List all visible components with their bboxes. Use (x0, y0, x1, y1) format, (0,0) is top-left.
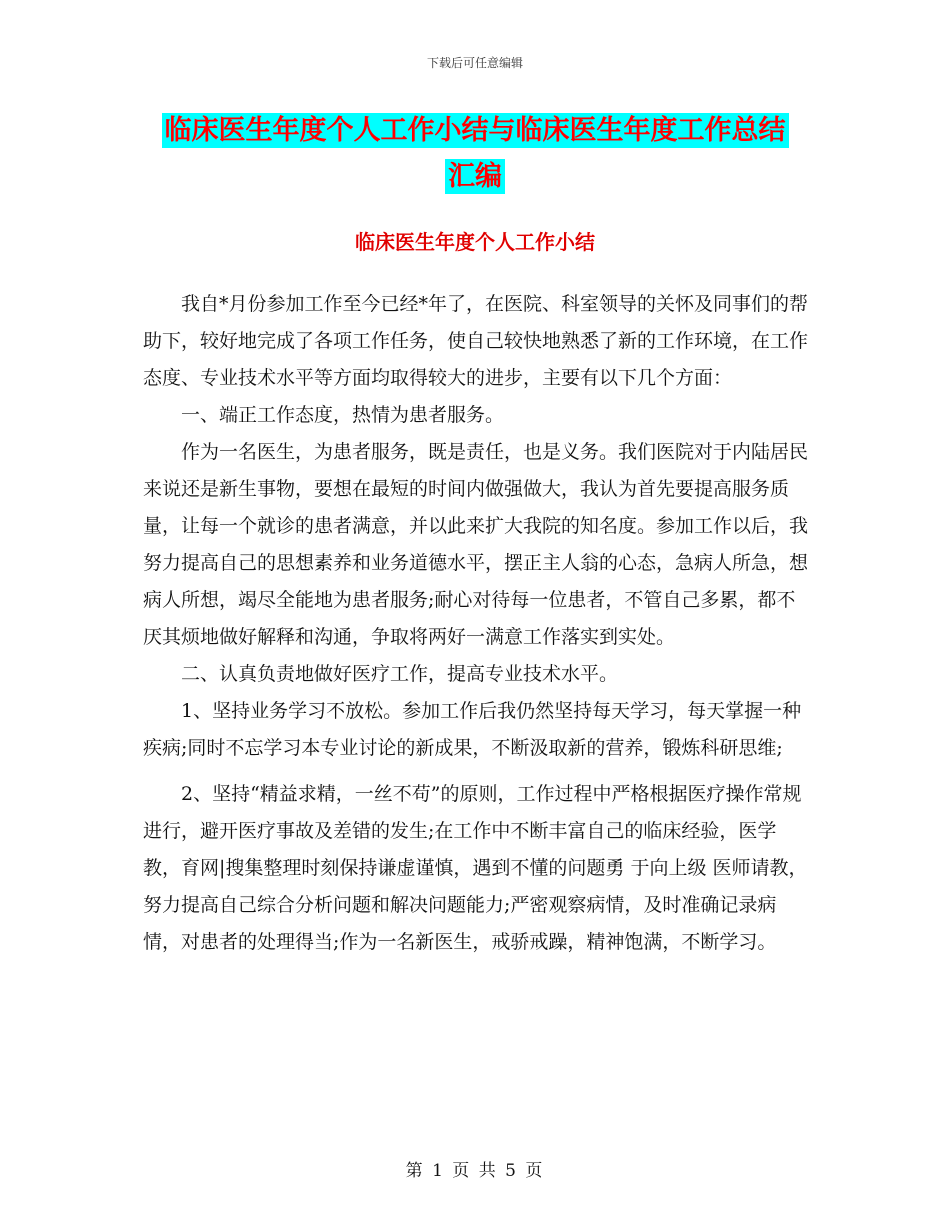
paragraph: 一、端正工作态度，热情为患者服务。 (181, 404, 505, 426)
paragraph: 作为一名医生，为患者服务，既是责任，也是义务。我们医院对于内陆居民来说还是新生事物，要想在最短的时间内做强做大，我认为首先要提高服务质量，让每一个就诊的患者满意，并以此来扩大我院的知名度。参加工作以后，我努力提高自己的思想素养和业务道德水平，摆正主人翁的心态，急病人所急，想病人所想，竭尽全能地为患者服务;耐心对待每一位患者，不管自己多累，都不厌其烦地做好解释和沟通，争取将两好一满意工作落实到实处。 (143, 441, 809, 648)
title-line-1: 临床医生年度个人工作小结与临床医生年度工作总结 (162, 113, 789, 148)
title-line-2: 汇编 (445, 159, 505, 194)
section-heading: 临床医生年度个人工作小结 (355, 230, 595, 254)
header-note: 下载后可任意编辑 (426, 56, 523, 70)
paragraph: 我自*月份参加工作至今已经*年了，在医院、科室领导的关怀及同事们的帮助下，较好地完成了各项工作任务，使自己较快地熟悉了新的工作环境，在工作态度、专业技术水平等方面均取得较大的进步，主要有以下几个方面： (143, 293, 809, 389)
paragraph: 1、坚持业务学习不放松。参加工作后我仍然坚持每天学习，每天掌握一种疾病;同时不忘学习本专业讨论的新成果，不断汲取新的营养，锻炼科研思维; (143, 700, 802, 759)
paragraph: 二、认真负责地做好医疗工作，提高专业技术水平。 (181, 663, 619, 685)
page-footer: 第 1 页 共 5 页 (405, 1161, 545, 1181)
paragraph: 2、坚持“精益求精，一丝不苟”的原则，工作过程中严格根据医疗操作常规进行，避开医疗事故及差错的发生;在工作中不断丰富自己的临床经验，医学教，育网|搜集整理时刻保持谦虚谨慎，遇到不懂的问题勇 于向上级 医师请教，努力提高自己综合分析问题和解决问题能力;严密观察病情，及时准确记录病情，对患者的处理得当;作为一名新医生，戒骄戒躁，精神饱满，不断学习。 (143, 783, 808, 953)
document-title (0, 108, 950, 200)
body-text (143, 286, 811, 961)
